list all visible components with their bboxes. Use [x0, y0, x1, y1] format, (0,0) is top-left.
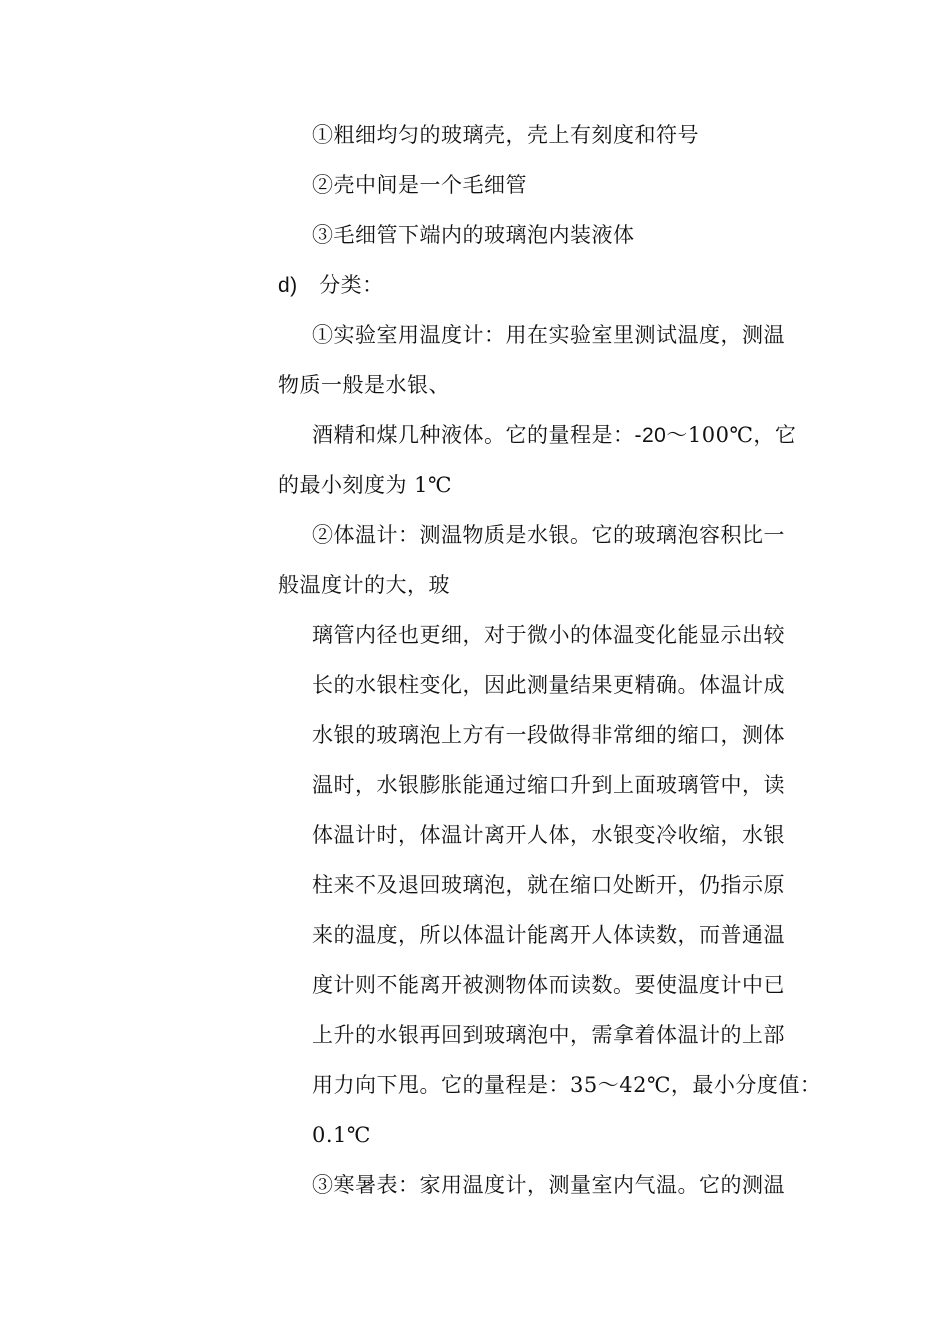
list-label-d: d)	[278, 274, 298, 297]
section-heading: 分类：	[319, 273, 384, 297]
text-segment: ～100℃，它	[666, 423, 797, 447]
text-segment: 酒精和煤几种液体。它的量程是：	[312, 423, 635, 447]
text-line-22: ③寒暑表：家用温度计，测量室内气温。它的测温	[312, 1173, 785, 1197]
text-line-8: 的最小刻度为 1℃	[278, 473, 453, 497]
text-line-15: 体温计时，体温计离开人体，水银变冷收缩，水银	[312, 823, 785, 847]
text-line-12: 长的水银柱变化，因此测量结果更精确。体温计成	[312, 673, 785, 697]
text-line-6: 物质一般是水银、	[278, 373, 450, 397]
text-line-7	[312, 410, 796, 460]
text-line-20: 用力向下甩。它的量程是：35～42℃，最小分度值：	[312, 1073, 822, 1097]
text-line-3: ③毛细管下端内的玻璃泡内装液体	[312, 223, 635, 247]
text-line-18: 度计则不能离开被测物体而读数。要使温度计中已	[312, 973, 785, 997]
text-line-21: 0.1℃	[312, 1123, 371, 1147]
text-line-14: 温时，水银膨胀能通过缩口升到上面玻璃管中，读	[312, 773, 785, 797]
text-line-19: 上升的水银再回到玻璃泡中，需拿着体温计的上部	[312, 1023, 785, 1047]
text-line-2: ②壳中间是一个毛细管	[312, 173, 527, 197]
text-line-5: ①实验室用温度计：用在实验室里测试温度，测温	[312, 323, 785, 347]
range-min-value: -20	[634, 424, 667, 447]
text-line-13: 水银的玻璃泡上方有一段做得非常细的缩口，测体	[312, 723, 785, 747]
text-line-1: ①粗细均匀的玻璃壳，壳上有刻度和符号	[312, 123, 699, 147]
text-line-10: 般温度计的大，玻	[278, 573, 450, 597]
text-line-16: 柱来不及退回玻璃泡，就在缩口处断开，仍指示原	[312, 873, 785, 897]
text-line-4	[278, 260, 384, 310]
text-line-11: 璃管内径也更细，对于微小的体温变化能显示出较	[312, 623, 785, 647]
text-line-9: ②体温计：测温物质是水银。它的玻璃泡容积比一	[312, 523, 785, 547]
text-line-17: 来的温度，所以体温计能离开人体读数，而普通温	[312, 923, 785, 947]
